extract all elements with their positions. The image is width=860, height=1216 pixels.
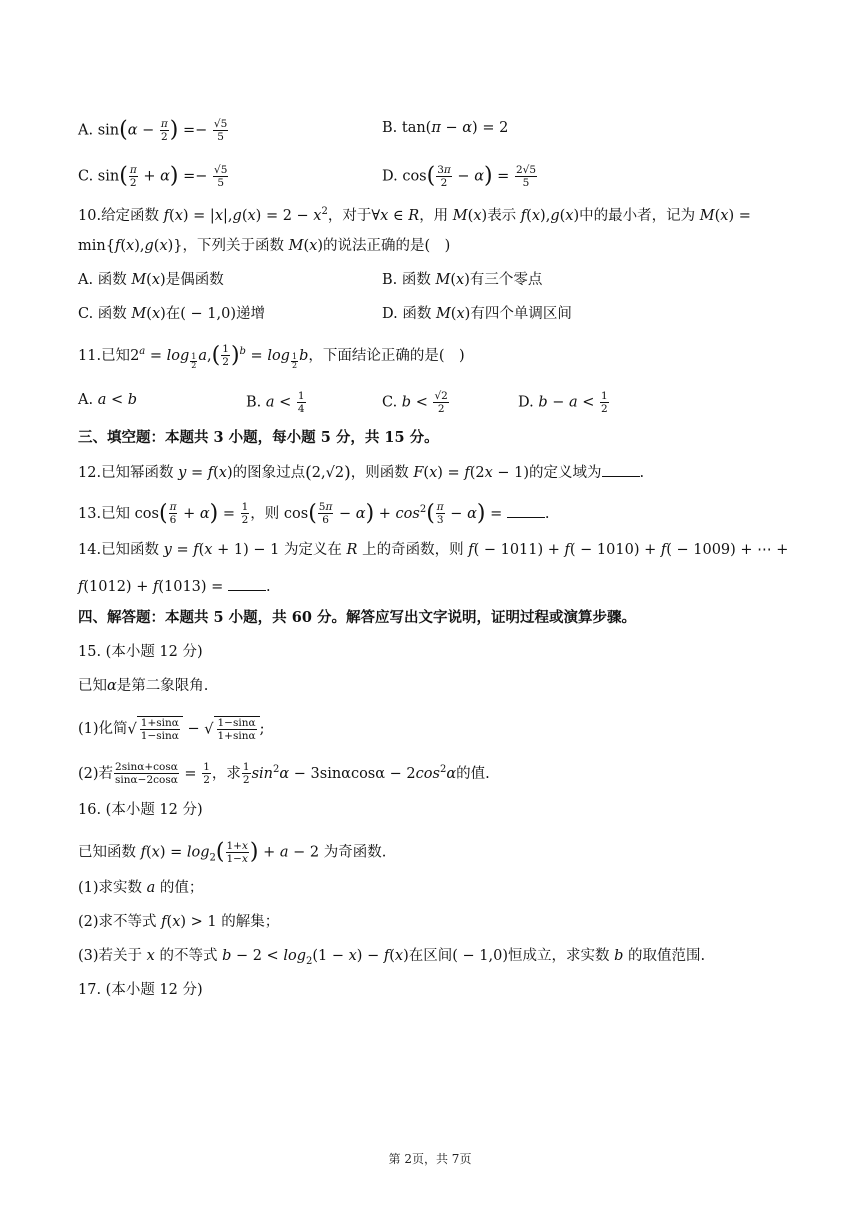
q16-part3: (3)若关于 x 的不等式 $b - 2 < \log_2(1 - x) - f(x)$在区间( − 1,0)恒成立，求实数 b 的取值范围. [78, 948, 706, 967]
q9-option-a: A. sin(α − $\frac{\pi}{2}$ ) =− $\frac{√5}{5}$ [78, 117, 228, 143]
q11-stem: 11.已知$2^a = \log$ $_{\frac{1}{2}}$ a,( $\frac{1}{2}$ )$^b$ = log $_{\frac{1}{2}}$ b，下面结论正确的是( ) [78, 342, 465, 370]
q11-option-d: D. b − a < $\frac{1}{2}$ [518, 390, 608, 415]
q11-option-c: C. b < $\frac{√2}{2}$ [382, 390, 448, 415]
q10-option-b: B. 函数 M(x)有三个零点 [382, 272, 543, 288]
q16-part1: (1)求实数 a 的值； [78, 880, 204, 896]
q9-option-d: D. cos( $\frac{3\pi}{2}$ − α) = $\frac{2√5}{5}$ [382, 163, 537, 189]
q16-header: 16. (本小题 12 分) [78, 802, 203, 818]
q10-option-a: A. 函数 M(x)是偶函数 [78, 272, 224, 288]
q15-part2: (2)若 $\frac{2\sin\alpha+\cos\alpha}{\sin\alpha-2\cos\alpha}$ = $\frac{1}{2}$ ，求 $\frac{1}{2}$ $\sin^2\alpha - 3\sin\alpha\cos\alpha - 2\cos^2\alpha$的值. [78, 761, 490, 787]
section-three-heading: 三、填空题：本题共 3 小题，每小题 5 分，共 15 分。 [78, 429, 439, 446]
q16-intro: 已知函数 $f(x) = \log_2$( $\frac{1+x}{1-x}$ ) + a − 2 为奇函数. [78, 839, 387, 865]
q10-option-c: C. 函数 M(x)在( − 1,0)递增 [78, 306, 266, 322]
q13-stem: 13.已知 cos( $\frac{\pi}{6}$ + α) = $\frac{1}{2}$ ，则 cos( $\frac{5\pi}{6}$ − $\alpha) + \cos^2$( $\frac{\pi}{3}$ − α) = . [78, 500, 550, 527]
q15-header: 15. (本小题 12 分) [78, 644, 203, 660]
q15-part1: (1)化简√ $\frac{1+\sin\alpha}{1-\sin\alpha}$ − √ $\frac{1-\sin\alpha}{1+\sin\alpha}$ ; [78, 717, 265, 742]
q9-option-b: B. tan(π − α) = 2 [382, 120, 509, 136]
q10-stem-line2: min{f(x),g(x)}，下列关于函数 M(x)的说法正确的是( ) [78, 238, 451, 254]
q16-part2: (2)求不等式 f(x) > 1 的解集； [78, 914, 280, 930]
q11-option-a: A. a < b [78, 392, 138, 408]
q14-stem-line1: 14.已知函数 y = f(x + 1) − 1 为定义在 R 上的奇函数，则 f( − 1011) + f( − 1010) + f( − 1009) + ⋯ + [78, 542, 789, 558]
q15-intro: 已知α是第二象限角. [78, 678, 209, 694]
q9-option-c: C. sin( $\frac{\pi}{2}$ + α) =− $\frac{√5}{5}$ [78, 163, 228, 189]
section-four-heading: 四、解答题：本题共 5 小题，共 60 分。解答应写出文字说明，证明过程或演算步骤。 [78, 609, 636, 626]
q10-stem-line1: 10.给定函数 $f(x) = |x|,g(x) = 2 - x^2$，对于∀x ∈ R，用 M(x)表示 f(x),g(x)中的最小者，记为 M(x) = [78, 206, 751, 224]
q17-header: 17. (本小题 12 分) [78, 982, 203, 998]
q12-stem: 12.已知幂函数 y = f(x)的图象过点(2,√2)，则函数 F(x) = f(2x − 1)的定义域为 . [78, 463, 645, 483]
q10-option-d: D. 函数 M(x)有四个单调区间 [382, 306, 572, 322]
page-footer: 第 2页，共 7页 [388, 1152, 472, 1166]
q11-option-b: B. a < $\frac{1}{4}$ [246, 390, 305, 415]
q14-stem-line2: f(1012) + f(1013) = . [78, 576, 790, 597]
